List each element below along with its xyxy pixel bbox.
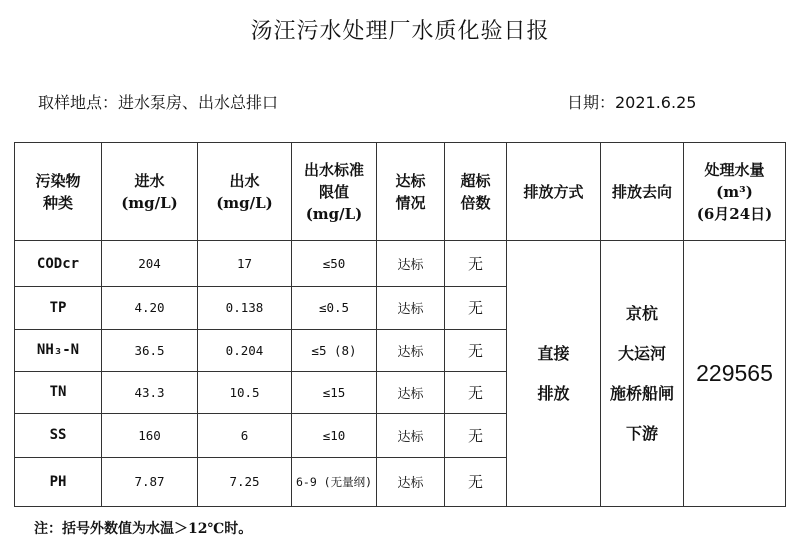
pollutant-cell: PH (15, 457, 102, 506)
outflow-cell: 0.204 (198, 329, 292, 371)
sampling-location: 取样地点：进水泵房、出水总排口 (38, 93, 279, 112)
inflow-cell: 7.87 (102, 457, 198, 506)
status-cell: 达标 (377, 287, 445, 329)
header-flow: 处理水量 (m³) (6月24日) (684, 143, 786, 241)
limit-cell: ≤5 (8) (292, 329, 377, 371)
outflow-cell: 7.25 (198, 457, 292, 506)
header-discharge-to: 排放去向 (601, 143, 684, 241)
pollutant-cell: TN (15, 371, 102, 413)
water-quality-table (14, 142, 786, 507)
pollutant-cell: CODcr (15, 241, 102, 287)
header-limit: 出水标准 限值 (mg/L) (292, 143, 377, 241)
status-cell: 达标 (377, 371, 445, 413)
outflow-cell: 0.138 (198, 287, 292, 329)
inflow-cell: 43.3 (102, 371, 198, 413)
report-title: 汤汪污水处理厂水质化验日报 (250, 19, 550, 44)
status-cell: 达标 (377, 241, 445, 287)
inflow-cell: 204 (102, 241, 198, 287)
header-status: 达标 情况 (377, 143, 445, 241)
inflow-cell: 160 (102, 413, 198, 457)
outflow-cell: 17 (198, 241, 292, 287)
limit-cell: 6-9 (无量纲) (292, 457, 377, 506)
header-outflow: 出水 (mg/L) (198, 143, 292, 241)
exceed-cell: 无 (445, 241, 507, 287)
outflow-cell: 6 (198, 413, 292, 457)
header-exceed: 超标 倍数 (445, 143, 507, 241)
header-discharge-method: 排放方式 (507, 143, 601, 241)
limit-cell: ≤0.5 (292, 287, 377, 329)
flow-value-cell: 229565 (684, 241, 786, 507)
status-cell: 达标 (377, 413, 445, 457)
discharge-to-cell: 京杭 大运河 施桥船闸 下游 (601, 241, 684, 507)
exceed-cell: 无 (445, 413, 507, 457)
inflow-cell: 4.20 (102, 287, 198, 329)
table-row (15, 241, 786, 287)
inflow-cell: 36.5 (102, 329, 198, 371)
exceed-cell: 无 (445, 287, 507, 329)
status-cell: 达标 (377, 329, 445, 371)
header-inflow: 进水 (mg/L) (102, 143, 198, 241)
pollutant-cell: TP (15, 287, 102, 329)
report-date: 日期：2021.6.25 (567, 93, 697, 112)
exceed-cell: 无 (445, 371, 507, 413)
pollutant-cell: NH₃-N (15, 329, 102, 371)
discharge-method-cell: 直接 排放 (507, 241, 601, 507)
header-row (15, 143, 786, 241)
pollutant-cell: SS (15, 413, 102, 457)
exceed-cell: 无 (445, 329, 507, 371)
header-pollutant: 污染物 种类 (15, 143, 102, 241)
status-cell: 达标 (377, 457, 445, 506)
footnote: 注：括号外数值为水温＞12℃时。 (34, 521, 253, 537)
exceed-cell: 无 (445, 457, 507, 506)
outflow-cell: 10.5 (198, 371, 292, 413)
limit-cell: ≤15 (292, 371, 377, 413)
limit-cell: ≤50 (292, 241, 377, 287)
limit-cell: ≤10 (292, 413, 377, 457)
